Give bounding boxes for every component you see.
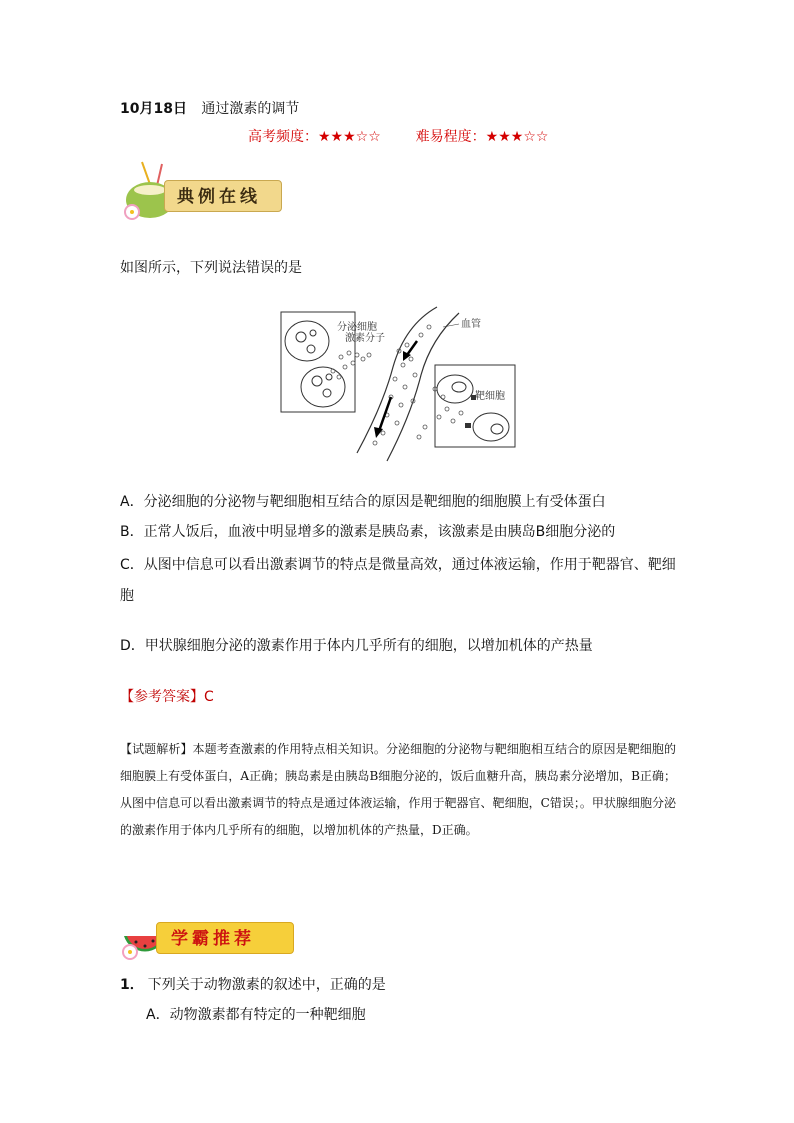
label-secretory-cell: 分泌细胞 [337,322,377,333]
section-badge-example [120,160,280,222]
analysis [120,736,676,844]
question-number: 1． [120,977,144,993]
difficulty-stars: ★★★☆☆ [485,129,549,145]
topic-title: 通过激素的调节 [201,101,300,117]
frequency-stars: ★★★☆☆ [318,129,381,145]
difficulty-label: 难易程度： [415,129,486,145]
option-c: C．从图中信息可以看出激素调节的特点是微量高效，通过体液运输，作用于靶器官、靶细 [120,557,676,573]
date: 10月18日 [120,101,187,117]
label-vessel: 血管 [461,319,481,330]
label-target: 靶细胞 [475,391,505,402]
answer-line [120,686,214,706]
analysis-text: 本题考查激素的作用特点相关知识。分泌细胞的分泌物与靶细胞相互结合的原因是靶细胞的细胞膜上有受体蛋白，A正确；胰岛素是由胰岛B细胞分泌的，饭后血糖升高，胰岛素分泌增加，B正确；从图中信息可以看出激素调节的特点是通过体液运输，作用于靶器官、靶细胞，C错误；。甲状腺细胞分泌的激素作用于体内几乎所有的细胞，以增加机体的产热量，D正确。 [120,742,676,837]
label-hormone: 激素分子 [345,333,385,344]
answer-label: 【参考答案】 [120,689,204,705]
analysis-label: 【试题解析】 [120,742,193,756]
option-c-cont: 胞 [120,588,134,604]
rating-line [248,126,548,146]
section-badge-recommend [120,906,290,964]
frequency-label: 高考频度： [248,129,318,145]
question-stem: 如图所示，下列说法错误的是 [120,260,302,276]
hormone-diagram [275,305,525,465]
section-title: 学霸推荐 [156,922,294,954]
option-a: A．分泌细胞的分泌物与靶细胞相互结合的原因是靶细胞的细胞膜上有受体蛋白 [120,494,606,510]
question-text: 下列关于动物激素的叙述中，正确的是 [147,977,386,993]
section-title: 典例在线 [164,180,282,212]
date-line [120,98,299,118]
option-b: B．正常人饭后，血液中明显增多的激素是胰岛素，该激素是由胰岛B细胞分泌的 [120,524,616,540]
answer-value: C [204,689,214,705]
practice-question-1 [120,974,386,994]
practice-option-a: A．动物激素都有特定的一种靶细胞 [146,1007,366,1023]
option-d: D．甲状腺细胞分泌的激素作用于体内几乎所有的细胞，以增加机体的产热量 [120,638,593,654]
